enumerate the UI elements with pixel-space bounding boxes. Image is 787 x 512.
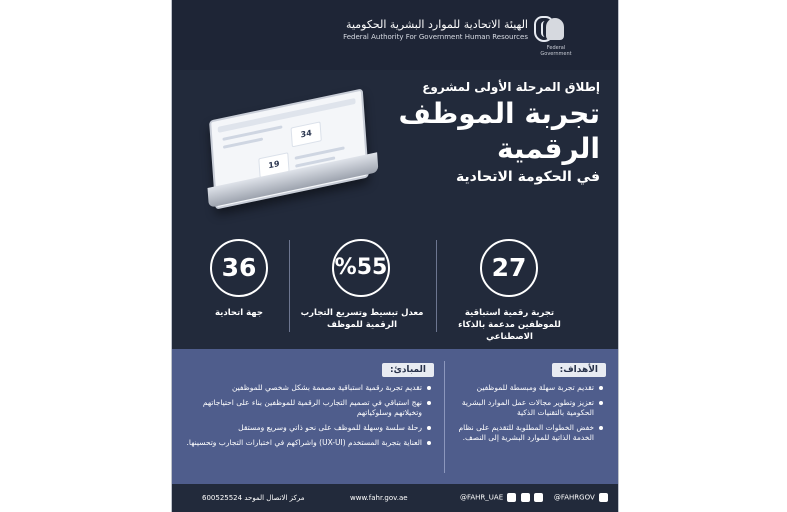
social-handle-1[interactable]: @FAHRGOV: [553, 493, 595, 502]
social-handle-2[interactable]: @FAHR_UAE: [460, 493, 504, 502]
stat-circle: 36: [210, 239, 268, 297]
headline-line3: الرقمية: [496, 132, 600, 165]
laptop-card: 19: [258, 152, 289, 178]
facebook-icon-group: [554, 493, 608, 502]
headline-line1: إطلاق المرحلة الأولى لمشروع: [422, 80, 600, 94]
headline-line4: في الحكومة الاتحادية: [455, 169, 600, 185]
uae-emblem-icon: [540, 18, 570, 48]
principles-title: المبادئ:: [382, 363, 434, 377]
org-logo-text: [343, 18, 528, 42]
emblem-label: Federal Government: [540, 45, 572, 57]
divider: [436, 240, 437, 332]
facebook-icon[interactable]: [599, 493, 608, 502]
goal-item: تعزيز وتطوير مجالات عمل الموارد البشرية الحكومية بالتقنيات الذكية: [456, 398, 594, 418]
principle-item: رحلة سلسة وسهلة للموظف على نحو ذاتي وسريع ومستقل: [184, 423, 422, 433]
principle-item: تقديم تجربة رقمية استباقية مصممة بشكل شخصي للموظفين: [184, 383, 422, 393]
stat-circle: 27: [480, 239, 538, 297]
column-separator: [444, 361, 445, 473]
goals-principles-panel: [172, 349, 618, 484]
poster: [171, 0, 619, 512]
stat-label: جهة اتحادية: [215, 308, 263, 318]
header-bar: [172, 0, 618, 70]
laptop-card: 34: [291, 121, 322, 147]
stat-label: معدل تبسيط وتسريع التجارب الرقمية للموظف: [300, 308, 424, 330]
website-link[interactable]: www.fahr.gov.ae: [350, 494, 408, 502]
goals-column: [456, 357, 606, 448]
stat-circle: %55: [332, 239, 390, 297]
goals-title: الأهداف:: [552, 363, 606, 377]
principles-column: [184, 357, 434, 453]
youtube-icon[interactable]: [534, 493, 543, 502]
stat-label: تجربة رقمية استباقية للموظفين مدعمة بالذكاء الاصطناعي: [458, 308, 561, 342]
headline: [370, 78, 600, 188]
twitter-icon[interactable]: [521, 493, 530, 502]
footer: [172, 484, 618, 512]
instagram-icon[interactable]: [507, 493, 516, 502]
headline-line2: تجربة الموظف: [398, 97, 600, 130]
divider: [289, 240, 290, 332]
principle-item: نهج استباقي في تصميم التجارب الرقمية للموظفين بناء على احتياجاتهم وتخيلاتهم وسلوكياتهم: [184, 398, 422, 418]
call-center: مركز الاتصال الموحد 600525524: [202, 494, 305, 502]
org-name-ar: الهيئة الاتحادية للموارد البشرية الحكومية: [346, 18, 528, 31]
goal-item: خفض الخطوات المطلوبة للتقديم على نظام الخدمة الذاتية للموارد البشرية إلى النصف.: [456, 423, 594, 443]
goal-item: تقديم تجربة سهلة ومبسطة للموظفين: [456, 383, 594, 393]
org-name-en: Federal Authority For Government Human Resources: [343, 33, 528, 41]
principle-item: العناية بتجربة المستخدم (UX-UI) واشراكهم في اختبارات التجارب وتحسينها.: [184, 438, 422, 448]
social-icons: [460, 493, 543, 502]
